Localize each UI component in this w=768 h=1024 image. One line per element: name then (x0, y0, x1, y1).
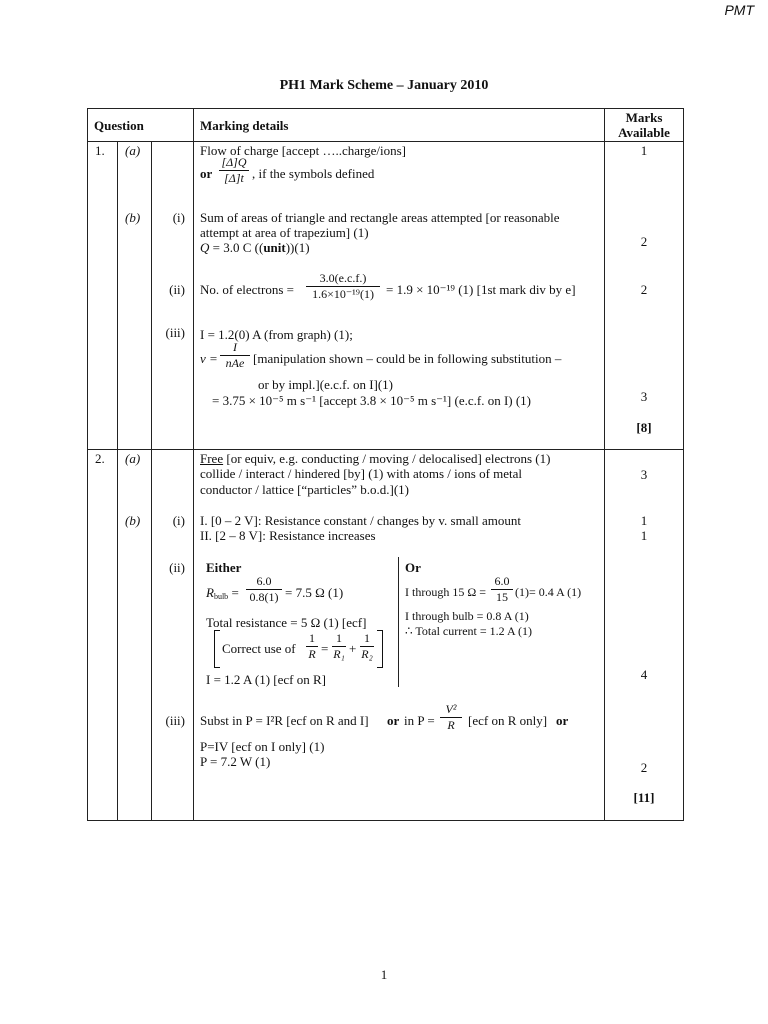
q1-b-ii-label: (ii) (169, 282, 185, 297)
q2-b-iii-line1c: [ecf on R only] (468, 713, 548, 728)
q2-number: 2. (95, 451, 105, 466)
q2-b-ii-frac-3: 1 R₂ (361, 631, 373, 661)
q2-b-ii-or-line1a: I through 15 Ω = (405, 585, 487, 599)
q2-a-line2: collide / interact / hindered [by] (1) with atoms / ions of metal (200, 466, 523, 481)
q2-b-ii-correct-use: Correct use of (222, 641, 296, 656)
q2-b-ii-or-line3: ∴ Total current = 1.2 A (1) (405, 624, 532, 638)
q1-b-iii-v-eq: v = (200, 351, 218, 366)
q1-a-line1: Flow of charge [accept …..charge/ions] (200, 143, 407, 158)
q2-b-iii-frac-den: R (447, 718, 455, 732)
left-bracket (214, 630, 220, 668)
q1-b-i-line1: Sum of areas of triangle and rectangle areas attempted [or reasonable (200, 210, 560, 225)
q1-b-iii-line2: [manipulation shown – could be in following substitution – (253, 351, 562, 366)
q1-b-ii-frac-den: 1.6×10⁻¹⁹(1) (312, 287, 374, 301)
q1-b-iii-frac-num: I (233, 340, 237, 354)
q2-b-iii-line1a: Subst in P = I²R [ecf on R and I] (200, 713, 369, 728)
q2-b-ii-or-fraction (491, 575, 513, 604)
q1-a-frac-num: [Δ]Q (221, 155, 247, 169)
q2-b-i-marks-1: 1 (640, 513, 648, 528)
q2-b-ii-rbulb-fraction (246, 575, 282, 604)
q2-b-ii-or-den: 15 (496, 590, 508, 604)
q1-a-fraction (219, 156, 249, 185)
q1-total: [8] (636, 420, 652, 435)
q1-b-iii-line1: I = 1.2(0) A (from graph) (1); (200, 327, 353, 342)
either-or-divider (398, 557, 399, 687)
q1-a-label: (a) (125, 143, 141, 158)
col-marks-header-2: Available (618, 125, 670, 140)
q2-b-ii-rbulb-den: 0.8(1) (249, 590, 279, 604)
q1-b-i-label: (i) (172, 210, 185, 225)
q2-b-i-line1: I. [0 – 2 V]: Resistance constant / changes by v. small amount (200, 513, 521, 528)
q2-a-marks: 3 (640, 467, 648, 482)
col-marks-header-1: Marks (625, 110, 663, 125)
q1-b-i-marks: 2 (640, 234, 648, 249)
q2-b-ii-or-line2: I through bulb = 0.8 A (1) (405, 609, 529, 623)
q2-total: [11] (633, 790, 655, 805)
q2-b-i-line2: II. [2 – 8 V]: Resistance increases (200, 528, 376, 543)
q2-b-i-marks-2: 1 (640, 528, 648, 543)
q2-b-ii-frac-1: 1 R (306, 632, 318, 661)
right-bracket (377, 630, 383, 668)
q1-b-iii-line3: or by impl.](e.c.f. on I](1) (258, 377, 394, 392)
q1-b-i-line2: attempt at area of trapezium] (1) (200, 225, 369, 240)
q1-b-ii-post: = 1.9 × 10⁻¹⁹ (1) [1st mark div by e] (386, 282, 576, 297)
q1-a-marks: 1 (640, 143, 648, 158)
q1-a-after: , if the symbols defined (252, 166, 375, 181)
q2-b-label: (b) (125, 513, 141, 528)
q2-b-iii-line3: P = 7.2 W (1) (200, 754, 271, 769)
source-label: PMT (724, 2, 754, 18)
q1-b-ii-pre: No. of electrons = (200, 282, 294, 297)
q2-a-line1: Free [or equiv, e.g. conducting / moving / delocalised] electrons (1) (200, 451, 551, 466)
q1-b-label: (b) (125, 210, 141, 225)
q2-b-ii-label: (ii) (169, 560, 185, 575)
q2-b-iii-marks: 2 (640, 760, 648, 775)
q1-a-or: or (200, 166, 213, 181)
q1-b-iii-marks: 3 (640, 389, 648, 404)
q1-b-i-line3: Q = 3.0 C ((unit))(1) (200, 240, 310, 255)
q2-a-label: (a) (125, 451, 141, 466)
q2-b-ii-or-line1b: (1)= 0.4 A (1) (515, 585, 582, 599)
q2-b-ii-frac-2: 1 R₁ (333, 631, 345, 661)
q2-b-ii-rbulb-num: 6.0 (256, 574, 272, 588)
q1-b-iii-frac-den: nAe (225, 356, 245, 370)
q2-b-iii-line1b: in P = (404, 713, 435, 728)
q2-b-ii-or: Or (405, 560, 421, 575)
q2-b-iii-fraction (440, 703, 462, 732)
q2-b-iii-or-1: or (387, 713, 400, 728)
col-details-header: Marking details (200, 118, 289, 133)
q1-b-ii-frac-num: 3.0(e.c.f.) (319, 271, 367, 285)
q1-b-ii-marks: 2 (640, 282, 648, 297)
q2-b-ii-rbulb-result: = 7.5 Ω (1) (285, 585, 344, 600)
col-question-header: Question (94, 118, 144, 133)
q1-b-iii-line4: = 3.75 × 10⁻⁵ m s⁻¹ [accept 3.8 × 10⁻⁵ m s⁻¹] (e.c.f. on I) (1) (212, 393, 532, 408)
q2-b-iii-or-2: or (556, 713, 569, 728)
page-number: 1 (380, 967, 388, 982)
page-title: PH1 Mark Scheme – January 2010 (279, 78, 489, 93)
q2-b-iii-frac-num: V² (445, 702, 457, 716)
q2-a-line3: conductor / lattice [“particles” b.o.d.](1) (200, 482, 409, 497)
q2-b-iii-line2: P=IV [ecf on I only] (1) (200, 739, 325, 754)
q1-b-ii-fraction (306, 272, 380, 301)
q1-b-iii-fraction (220, 341, 250, 370)
q2-b-ii-total-resistance: Total resistance = 5 Ω (1) [ecf] (206, 615, 367, 630)
q2-b-ii-marks: 4 (640, 667, 648, 682)
q2-b-ii-or-num: 6.0 (494, 574, 510, 588)
plus-sign: + (349, 641, 357, 656)
q2-b-ii-either: Either (206, 560, 242, 575)
q1-a-frac-den: [Δ]t (224, 171, 244, 185)
q2-b-iii-label: (iii) (165, 713, 185, 728)
q2-b-ii-rbulb: $R_{bulb}$ = (206, 585, 239, 601)
q2-b-i-label: (i) (172, 513, 185, 528)
q1-number: 1. (95, 143, 105, 158)
equals-sign: = (321, 641, 329, 656)
q2-b-ii-current-result: I = 1.2 A (1) [ecf on R] (206, 672, 326, 687)
q1-b-iii-label: (iii) (165, 325, 185, 340)
